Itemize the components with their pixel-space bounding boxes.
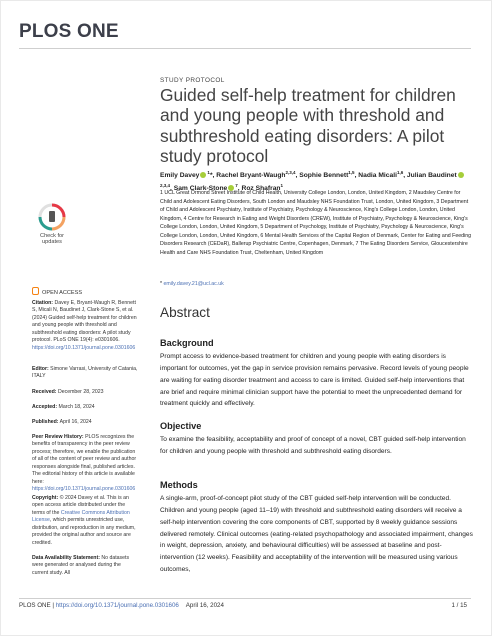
author-affiliation-number: 2,3,4	[160, 182, 171, 188]
peer-review-label: Peer Review History:	[32, 434, 84, 440]
peer-review-block	[32, 434, 138, 494]
copyright-block	[32, 495, 138, 547]
orcid-icon[interactable]	[458, 172, 464, 178]
header-divider	[19, 48, 471, 49]
peer-review-link[interactable]: https://doi.org/10.1371/journal.pone.0301606	[32, 486, 136, 493]
footer-divider	[19, 598, 471, 599]
author-entry	[216, 172, 295, 179]
author-entry	[299, 172, 354, 179]
author-affiliation-number: 1	[207, 170, 210, 175]
data-availability-text: No datasets were generated or analysed during the current study. All	[32, 555, 130, 576]
received-block	[32, 389, 138, 396]
objective-heading: Objective	[160, 421, 202, 431]
methods-text: A single-arm, proof-of-concept pilot study of the CBT guided self-help intervention will be conducted. Children and young people (aged 11–19) with threshold and subthreshold eating disorders will receive a self-help intervention covering the core components of CBT, supported by 8 weekly guidance sessions delivered remotely. Clinical outcomes (eating-related psychopathology and associated impairment, changes in weight, depression, anxiety, and behavioural difficulties) will be assessed at baseline and post-intervention (12 weeks). Feasibility and acceptability of the intervention will be measured using various outcomes,	[160, 495, 473, 574]
author-name: Roz Shafran	[241, 184, 281, 192]
published-date: April 16, 2024	[59, 419, 92, 425]
citation-doi-link[interactable]: https://doi.org/10.1371/journal.pone.0301606	[32, 344, 136, 351]
author-affiliation-number: 1,5	[348, 170, 355, 175]
license-link[interactable]: Creative Commons Attribution License	[32, 509, 130, 524]
email-marker: *	[160, 281, 163, 287]
corresponding-marker: *	[209, 172, 213, 180]
page-footer	[19, 602, 224, 609]
corresponding-email	[160, 281, 224, 287]
article-page	[1, 1, 491, 635]
editor-text: Simone Varrasi, University of Catania, ITALY	[32, 366, 138, 380]
data-availability-label: Data Availability Statement:	[32, 555, 100, 561]
footer-doi-link[interactable]: https://doi.org/10.1371/journal.pone.0301606	[55, 602, 179, 609]
abstract-heading: Abstract	[160, 305, 210, 320]
methods-heading: Methods	[160, 480, 198, 490]
published-block	[32, 419, 138, 426]
open-access-label	[32, 287, 82, 296]
author-affiliation-number: 1,6	[396, 170, 404, 175]
accepted-block	[32, 404, 138, 411]
editor-label: Editor:	[32, 366, 49, 372]
open-access-text: OPEN ACCESS	[42, 290, 83, 296]
citation-text: Davey E, Bryant-Waugh R, Bennett S, Micali N, Baudinet J, Clark-Stone S, et al. (2024) Guided self-help treatment for children and young people with threshold and subthreshold eating disorders: A pilot study protocol. PLoS ONE 19(4): e0301606.	[32, 300, 137, 344]
received-date: December 28, 2023	[57, 389, 104, 395]
author-affiliation-number: 1	[280, 182, 284, 188]
received-label: Received:	[32, 389, 57, 395]
accepted-label: Accepted:	[32, 404, 58, 410]
badge-label	[33, 233, 71, 246]
journal-logo[interactable]: PLOS ONE	[19, 21, 119, 42]
copyright-text: © 2024 Davey et al. This is an open access article distributed under the terms of the	[32, 495, 129, 516]
author-name: Nadia Micali	[358, 172, 397, 180]
badge-line-2: updates	[42, 239, 62, 246]
background-text: Prompt access to evidence-based treatment for children and young people with eating disorders is important for outcomes, yet the gap in service provision remains pervasive. Record levels of young people are waiting for eating disorder treatment and access to care is limited. Guided self-help interventions that are brief and require minimal clinician support have the potential to meet the unprecedented demand for treatment quickly and effectively.	[160, 353, 469, 408]
background-heading: Background	[160, 338, 214, 348]
author-affiliation-number: 7	[235, 182, 238, 188]
author-name: Sam Clark-Stone	[173, 184, 228, 192]
author-entry	[358, 172, 403, 179]
author-entry	[160, 172, 213, 179]
citation-label: Citation:	[32, 300, 54, 306]
article-title: Guided self-help treatment for children and young people with threshold and subthreshold eating disorders: A pilot study protocol	[160, 85, 456, 166]
author-list: Emily Davey $^1$*, Rachel Bryant-Waugh$^{2,3,4}$, Sophie Bennett$^{1,5}$, Nadia Micali$^{1,6}$, Julian Baudinet$^{2,3,4}$, Sam Clark-Stone $^7$, Roz Shafran$^1$	[160, 168, 470, 193]
author-name: Emily Davey	[160, 172, 200, 180]
check-updates-icon	[38, 203, 66, 231]
data-availability-block	[32, 555, 138, 577]
footer-journal: PLOS ONE	[19, 602, 51, 609]
citation-block	[32, 300, 138, 352]
author-name: Julian Baudinet	[406, 172, 457, 180]
open-access-lock-icon	[32, 287, 39, 295]
peer-review-text: PLOS recognizes the benefits of transparency in the peer review process; therefore, we enable the publication of all of the content of peer review and author responses alongside final, published articles. The editorial history of this article is available here:	[32, 434, 137, 485]
page-number: 1 / 15	[451, 602, 467, 609]
published-label: Published:	[32, 419, 59, 425]
footer-date: April 16, 2024	[185, 602, 224, 609]
author-name: Rachel Bryant-Waugh	[216, 172, 286, 180]
author-affiliation-number: 2,3,4	[285, 170, 296, 175]
article-type: STUDY PROTOCOL	[160, 77, 225, 84]
copyright-label: Copyright:	[32, 495, 59, 501]
orcid-icon[interactable]	[200, 172, 206, 178]
copyright-text-continued: , which permits unrestricted use, distribution, and reproduction in any medium, provided the original author and source are credited.	[32, 517, 136, 546]
objective-text: To examine the feasibility, acceptability and proof of concept of a novel, CBT guided self-help intervention for children and young people with threshold and subthreshold eating disorders.	[160, 436, 466, 455]
check-for-updates-badge[interactable]	[33, 203, 71, 249]
editor-block	[32, 366, 138, 381]
email-link[interactable]: emily.davey.21@ucl.ac.uk	[163, 281, 224, 287]
accepted-date: March 18, 2024	[58, 404, 95, 410]
badge-line-1: Check for	[40, 233, 64, 239]
footer-separator: |	[50, 602, 56, 609]
affiliations: 1 UCL Great Ormond Street Institute of Child Health, University College London, London, United Kingdom, 2 Maudsley Centre for Child and Adolescent Eating Disorders, South London and Maudsley NHS Foundation Trust, London, United Kingdom, 3 Department of Child and Adolescent Psychiatry, Institute of Psychiatry, Psychology & Neuroscience, King's College London, London, United Kingdom, 4 Centre for Research in Eating and Weight Disorders (CREW), Institute of Psychiatry, Psychology & Neuroscience, King's College London, London, United Kingdom, 5 Department of Psychology, Institute of Psychiatry, Psychology & Neuroscience, King's College London, London, United Kingdom, 6 Mental Health Services of the Capital Region of Denmark, Center for Eating and Feeding Disorders Research (CEDaR), Ballerup Psychiatric Centre, Copenhagen, Denmark, 7 The Eating Disorders Service, Gloucestershire Health and Care NHS Foundation Trust, Cheltenham, United Kingdom	[160, 190, 472, 256]
author-name: Sophie Bennett	[299, 172, 349, 180]
